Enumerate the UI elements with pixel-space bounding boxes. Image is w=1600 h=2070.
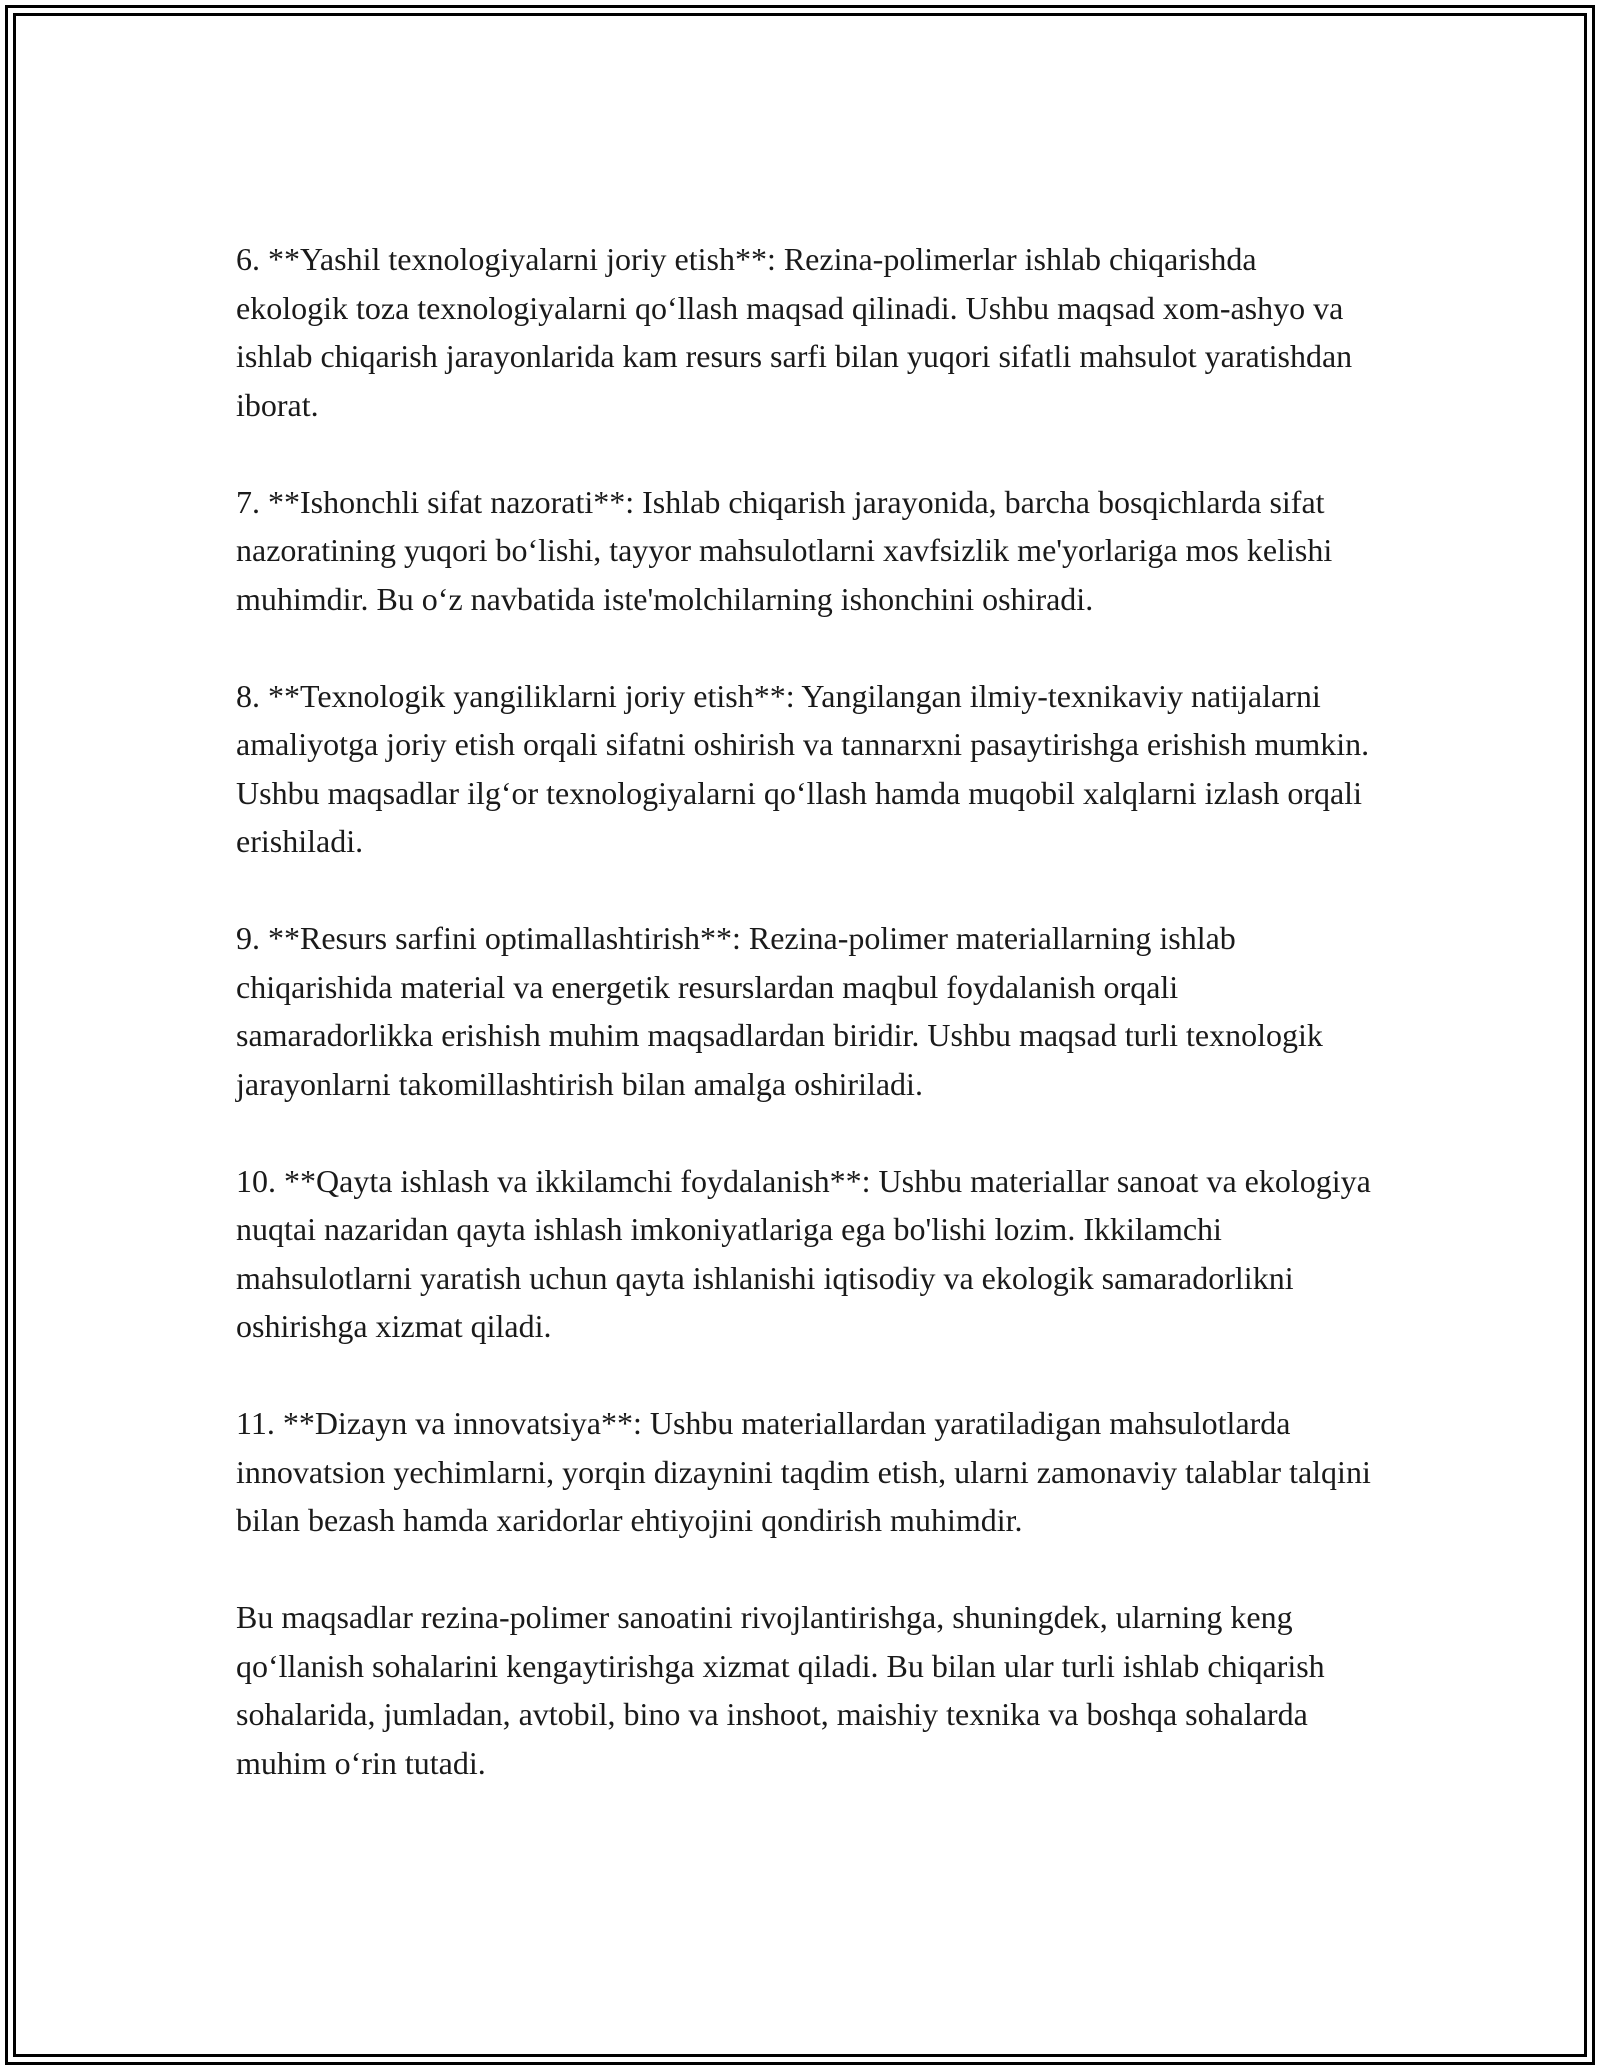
paragraph-item-8: 8. **Texnologik yangiliklarni joriy etish**: Yangilangan ilmiy-texnikaviy natijalarni amaliyotga joriy etish orqali sifatni oshirish va tannarxni pasaytirishga erishish mumkin. Ushbu maqsadlar ilg‘or texnologiyalarni qo‘llash hamda muqobil xalqlarni izlash orqali erishiladi. (236, 677, 1370, 859)
paragraph-item-7: 7. **Ishonchli sifat nazorati**: Ishlab chiqarish jarayonida, barcha bosqichlarda sifat nazoratining yuqori bo‘lishi, tayyor mahsulotlarni xavfsizlik me'yorlariga mos kelishi muhimdir. Bu o‘z navbatida iste'molchilarning ishonchini oshiradi. (236, 483, 1333, 617)
paragraph-item-10: 10. **Qayta ishlash va ikkilamchi foydalanish**: Ushbu materiallar sanoat va ekologiya nuqtai nazaridan qayta ishlash imkoniyatlariga ega bo'lishi lozim. Ikkilamchi mahsulotlarni yaratish uchun qayta ishlanishi iqtisodiy va ekologik samaradorlikni oshirishga xizmat qiladi. (236, 1162, 1371, 1344)
document-body (236, 235, 1376, 1787)
paragraph-conclusion: Bu maqsadlar rezina-polimer sanoatini rivojlantirishga, shuningdek, ularning keng qo‘llanish sohalarini kengaytirishga xizmat qiladi. Bu bilan ular turli ishlab chiqarish sohalarida, jumladan, avtobil, bino va inshoot, maishiy texnika va boshqa sohalarda muhim o‘rin tutadi. (236, 1599, 1325, 1781)
paragraph-item-6: 6. **Yashil texnologiyalarni joriy etish**: Rezina-polimerlar ishlab chiqarishda ekologik toza texnologiyalarni qo‘llash maqsad qilinadi. Ushbu maqsad xom-ashyo va ishlab chiqarish jarayonlarida kam resurs sarfi bilan yuqori sifatli mahsulot yaratishdan iborat. (236, 241, 1353, 423)
paragraph-item-11: 11. **Dizayn va innovatsiya**: Ushbu materiallardan yaratiladigan mahsulotlarda innovatsion yechimlarni, yorqin dizaynini taqdim etish, ularni zamonaviy talablar talqini bilan bezash hamda xaridorlar ehtiyojini qondirish muhimdir. (236, 1405, 1371, 1538)
paragraph-item-9: 9. **Resurs sarfini optimallashtirish**: Rezina-polimer materiallarning ishlab chiqarishida material va energetik resurslardan maqbul foydalanish orqali samaradorlikka erishish muhim maqsadlardan biridir. Ushbu maqsad turli texnologik jarayonlarni takomillashtirish bilan amalga oshiriladi. (236, 920, 1323, 1102)
